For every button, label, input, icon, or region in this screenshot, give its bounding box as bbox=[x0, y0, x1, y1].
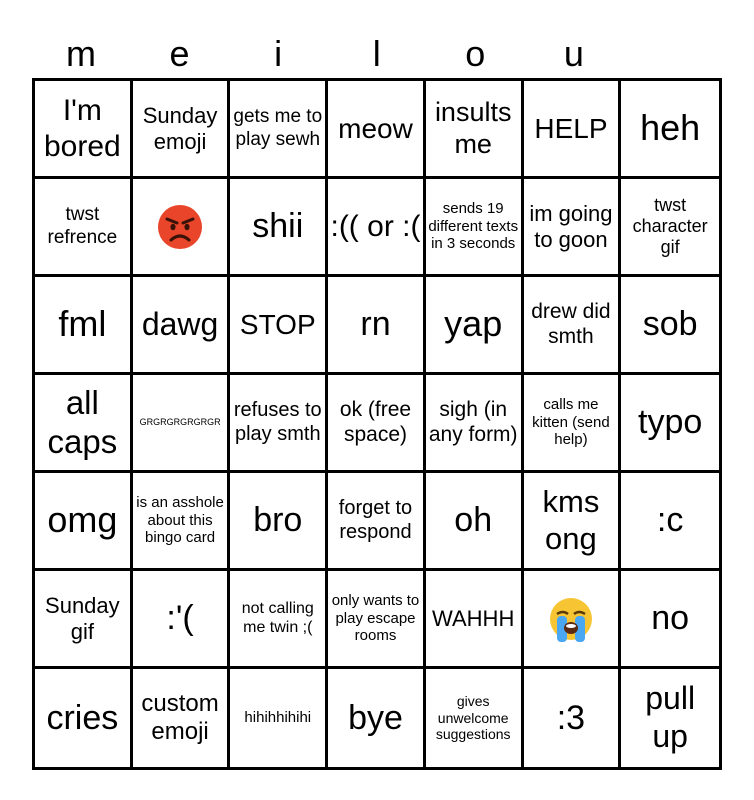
bingo-cell[interactable] bbox=[35, 473, 133, 571]
bingo-cell[interactable] bbox=[230, 277, 328, 375]
header-letter: i bbox=[274, 33, 283, 74]
bingo-cell-text: cries bbox=[46, 698, 119, 737]
header-letter: e bbox=[169, 33, 190, 74]
bingo-cell-text: fml bbox=[58, 303, 107, 345]
bingo-cell-text: sends 19 different texts in 3 seconds bbox=[428, 199, 519, 253]
bingo-cell-text: twst character gif bbox=[632, 194, 708, 258]
bingo-cell-text: custom emoji bbox=[141, 689, 219, 745]
bingo-cell[interactable] bbox=[524, 81, 622, 179]
bingo-cell-text: Sunday gif bbox=[45, 592, 120, 644]
bingo-cell-text: typo bbox=[638, 403, 703, 442]
bingo-cell[interactable] bbox=[133, 571, 231, 669]
bingo-cell-text: not calling me twin ;( bbox=[241, 599, 314, 636]
bingo-cell-text: im going to goon bbox=[529, 200, 613, 252]
header-letter: l bbox=[372, 33, 381, 74]
bingo-cell[interactable] bbox=[133, 375, 231, 473]
bingo-cell-text: :c bbox=[656, 501, 684, 540]
bingo-cell-text: no bbox=[651, 599, 690, 638]
bingo-cell[interactable] bbox=[328, 375, 426, 473]
bingo-cell-text: oh bbox=[454, 501, 493, 540]
bingo-cell[interactable] bbox=[133, 179, 231, 277]
bingo-cell[interactable] bbox=[328, 473, 426, 571]
bingo-cell[interactable] bbox=[35, 375, 133, 473]
bingo-cell-text: gets me to play sewh bbox=[233, 106, 323, 150]
bingo-cell[interactable] bbox=[426, 277, 524, 375]
bingo-cell-text: yap bbox=[444, 303, 503, 345]
bingo-cell[interactable] bbox=[621, 669, 719, 767]
bingo-cell[interactable] bbox=[524, 473, 622, 571]
bingo-cell-text: calls me kitten (send help) bbox=[532, 395, 610, 449]
bingo-cell[interactable] bbox=[133, 81, 231, 179]
bingo-cell-text: bye bbox=[348, 698, 403, 737]
loudly-crying-face-icon bbox=[546, 594, 596, 644]
bingo-cell[interactable] bbox=[230, 669, 328, 767]
bingo-cell-text: insults me bbox=[434, 96, 512, 159]
bingo-cell-text: sigh (in any form) bbox=[428, 397, 518, 446]
bingo-cell-text: STOP bbox=[239, 308, 316, 340]
bingo-cell[interactable] bbox=[621, 571, 719, 669]
bingo-cell-text: gives unwelcome suggestions bbox=[435, 693, 511, 743]
bingo-cell[interactable] bbox=[524, 669, 622, 767]
bingo-cell[interactable] bbox=[133, 277, 231, 375]
bingo-cell[interactable] bbox=[621, 277, 719, 375]
bingo-cell[interactable] bbox=[230, 81, 328, 179]
bingo-cell-text: :3 bbox=[556, 698, 586, 737]
bingo-cell[interactable] bbox=[426, 473, 524, 571]
bingo-cell[interactable] bbox=[621, 473, 719, 571]
bingo-cell-text: rn bbox=[360, 305, 391, 344]
bingo-cell[interactable] bbox=[328, 669, 426, 767]
bingo-cell[interactable] bbox=[426, 179, 524, 277]
bingo-cell-text: GRGRGRGRGRGR bbox=[139, 417, 221, 428]
bingo-cell-text: :'( bbox=[166, 599, 194, 638]
bingo-cell-text: refuses to play smth bbox=[233, 398, 322, 445]
bingo-cell-text: kms ong bbox=[542, 483, 600, 556]
bingo-cell[interactable] bbox=[35, 179, 133, 277]
bingo-cell-text: pull up bbox=[645, 680, 696, 754]
bingo-cell[interactable] bbox=[328, 571, 426, 669]
bingo-cell-text: bro bbox=[253, 501, 303, 540]
bingo-cell[interactable] bbox=[35, 669, 133, 767]
bingo-cell-text: ok (free space) bbox=[339, 397, 412, 446]
bingo-cell-text: heh bbox=[640, 107, 701, 149]
bingo-cell[interactable] bbox=[524, 571, 622, 669]
header-letter: o bbox=[465, 33, 486, 74]
bingo-cell[interactable] bbox=[621, 375, 719, 473]
bingo-cell-text: WAHHH bbox=[432, 605, 515, 631]
bingo-cell[interactable] bbox=[230, 375, 328, 473]
bingo-cell[interactable] bbox=[524, 179, 622, 277]
bingo-cell[interactable] bbox=[524, 375, 622, 473]
bingo-cell[interactable] bbox=[230, 179, 328, 277]
bingo-cell-text: twst refrence bbox=[47, 204, 118, 248]
bingo-header bbox=[32, 30, 722, 78]
bingo-cell-text: sob bbox=[642, 305, 698, 344]
angry-face-icon bbox=[155, 202, 205, 252]
bingo-cell[interactable] bbox=[230, 473, 328, 571]
bingo-cell-text: :(( or :( bbox=[330, 209, 421, 243]
bingo-cell-text: all caps bbox=[47, 383, 118, 460]
bingo-cell[interactable] bbox=[35, 81, 133, 179]
bingo-cell[interactable] bbox=[35, 571, 133, 669]
bingo-cell-text: Sunday emoji bbox=[142, 102, 218, 154]
bingo-cell[interactable] bbox=[426, 571, 524, 669]
bingo-cell-text: forget to respond bbox=[338, 496, 413, 543]
bingo-cell[interactable] bbox=[230, 571, 328, 669]
bingo-cell-text: omg bbox=[47, 499, 118, 541]
bingo-cell-text: drew did smth bbox=[531, 299, 611, 348]
bingo-cell-text: shii bbox=[252, 207, 304, 246]
bingo-cell[interactable] bbox=[328, 277, 426, 375]
bingo-cell[interactable] bbox=[328, 81, 426, 179]
bingo-cell[interactable] bbox=[133, 669, 231, 767]
bingo-cell-text: is an asshole about this bingo card bbox=[136, 493, 224, 547]
bingo-cell-text: only wants to play escape rooms bbox=[331, 591, 420, 645]
bingo-grid bbox=[32, 78, 722, 770]
bingo-cell[interactable] bbox=[426, 375, 524, 473]
bingo-cell[interactable] bbox=[328, 179, 426, 277]
bingo-cell[interactable] bbox=[621, 179, 719, 277]
bingo-cell[interactable] bbox=[133, 473, 231, 571]
bingo-cell[interactable] bbox=[426, 669, 524, 767]
bingo-cell[interactable] bbox=[35, 277, 133, 375]
header-letter: u bbox=[563, 33, 584, 74]
bingo-cell-text: HELP bbox=[534, 112, 608, 144]
bingo-cell-text: meow bbox=[338, 112, 413, 144]
bingo-cell-text: dawg bbox=[141, 305, 219, 342]
bingo-cell-text: I'm bored bbox=[43, 94, 121, 163]
header-letter: m bbox=[66, 33, 96, 74]
bingo-cell[interactable] bbox=[621, 81, 719, 179]
bingo-cell-text: hihihhihihi bbox=[244, 709, 312, 727]
bingo-cell[interactable] bbox=[524, 277, 622, 375]
bingo-cell[interactable] bbox=[426, 81, 524, 179]
